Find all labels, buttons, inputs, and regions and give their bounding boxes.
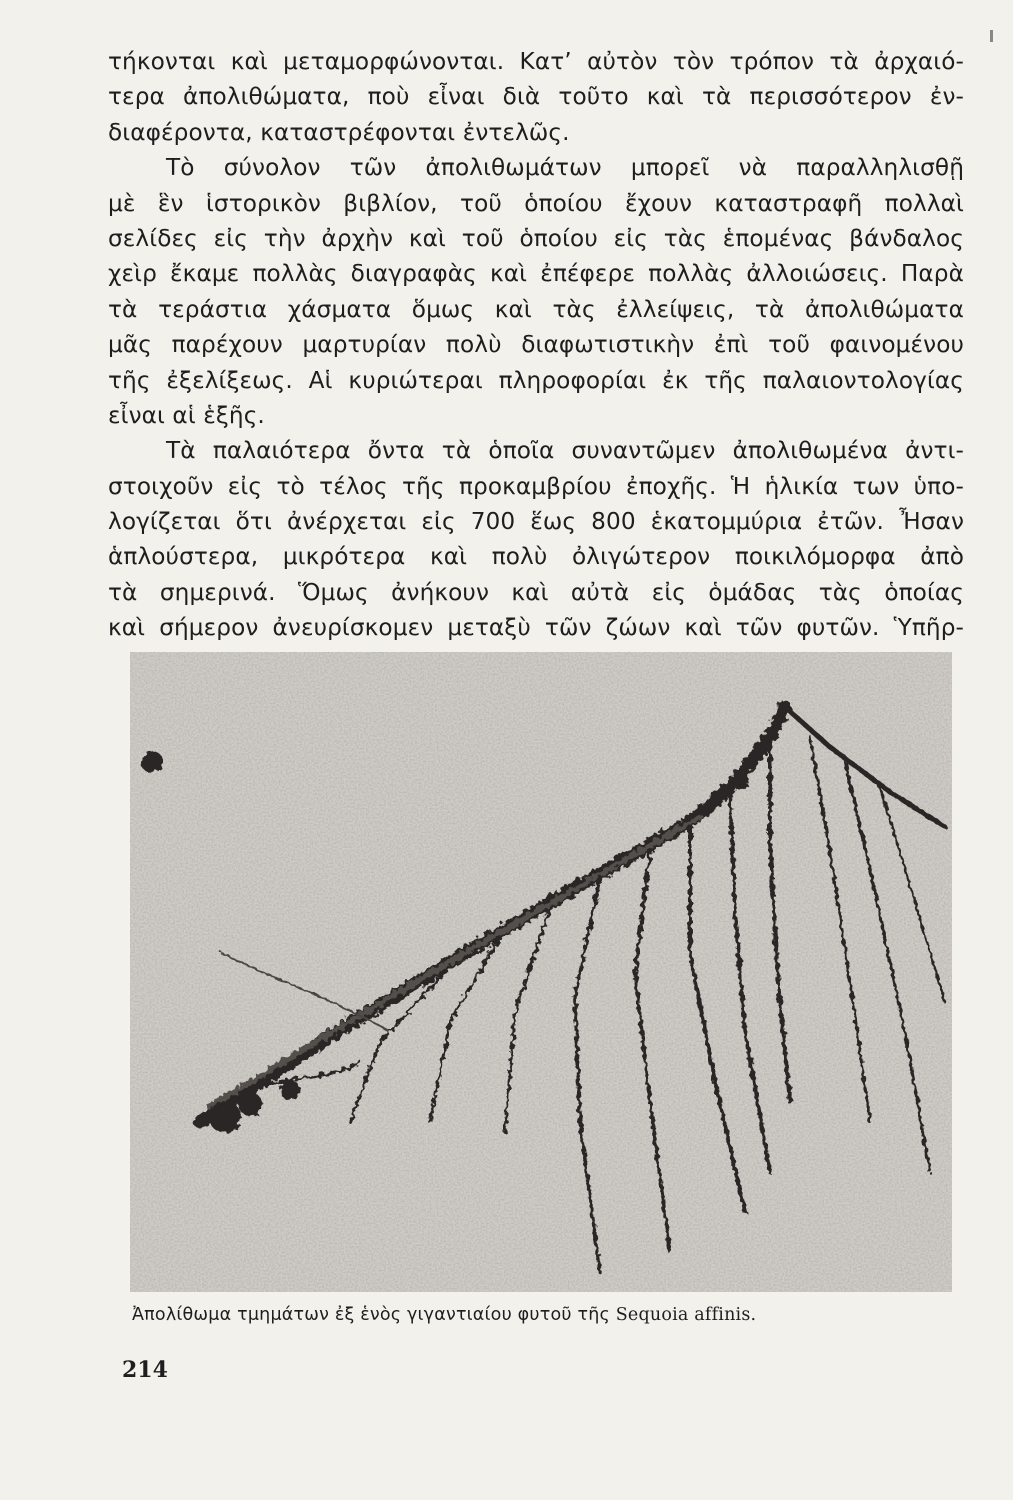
text-line: Τὰ παλαιότερα ὄντα τὰ ὁποῖα συναντῶμεν ἀπολιθωμένα ἀντι- — [166, 437, 964, 465]
text-line: στοιχοῦν εἰς τὸ τέλος τῆς προκαμβρίου ἐποχῆς. Ἡ ἡλικία των ὑπο- — [108, 472, 964, 500]
text-line: τὰ σημερινά. Ὅμως ἀνήκουν καὶ αὐτὰ εἰς ὁμάδας τὰς ὁποίας — [108, 578, 964, 606]
text-line: καὶ σήμερον ἀνευρίσκομεν μεταξὺ τῶν ζώων καὶ τῶν φυτῶν. Ὑπῆρ- — [108, 614, 964, 642]
text-line: τήκονται καὶ μεταμορφώνονται. Κατ’ αὐτὸν τὸν τρόπον τὰ ἀρχαιό- — [108, 48, 964, 75]
text-line: τὰ τεράστια χάσματα ὅμως καὶ τὰς ἐλλείψεις, τὰ ἀπολιθώματα — [108, 295, 964, 323]
scan-mark — [990, 30, 993, 42]
text-line: σελίδες εἰς τὴν ἀρχὴν καὶ τοῦ ὁποίου εἰς τὰς ἑπομένας βάνδαλος — [108, 224, 964, 252]
text-line: εἶναι αἱ ἑξῆς. — [108, 401, 265, 429]
body-text — [108, 44, 964, 646]
caption-species-name: Sequoia affinis. — [615, 1305, 757, 1325]
text-line: Τὸ σύνολον τῶν ἀπολιθωμάτων μπορεῖ νὰ παραλληλισθῇ — [166, 154, 964, 182]
page-number: 214 — [122, 1357, 168, 1383]
text-line: μὲ ἓν ἱστορικὸν βιβλίον, τοῦ ὁποίου ἔχουν καταστραφῆ πολλαὶ — [108, 189, 964, 217]
text-line: διαφέροντα, καταστρέφονται ἐντελῶς. — [108, 118, 570, 146]
sequoia-fossil-image — [130, 652, 952, 1292]
text-line: λογίζεται ὅτι ἀνέρχεται εἰς 700 ἕως 800 ἑκατομμύρια ἐτῶν. Ἦσαν — [108, 508, 964, 536]
text-line: τερα ἀπολιθώματα, ποὺ εἶναι διὰ τοῦτο καὶ τὰ περισσότερον ἐν- — [108, 83, 964, 111]
text-line: ἁπλούστερα, μικρότερα καὶ πολὺ ὀλιγώτερον ποικιλόμορφα ἀπὸ — [108, 543, 964, 571]
text-line: μᾶς παρέχουν μαρτυρίαν πολὺ διαφωτιστικὴν ἐπὶ τοῦ φαινομένου — [108, 331, 964, 359]
figure-caption — [132, 1305, 962, 1325]
caption-text: Ἀπολίθωμα τμημάτων ἐξ ἑνὸς γιγαντιαίου φυτοῦ τῆς — [132, 1305, 610, 1325]
text-line: χεὶρ ἔκαμε πολλὰς διαγραφὰς καὶ ἐπέφερε πολλὰς ἀλλοιώσεις. Παρὰ — [108, 260, 964, 288]
fossil-photograph — [130, 652, 952, 1292]
text-line: τῆς ἐξελίξεως. Αἱ κυριώτεραι πληροφορίαι ἐκ τῆς παλαιοντολογίας — [108, 366, 964, 394]
